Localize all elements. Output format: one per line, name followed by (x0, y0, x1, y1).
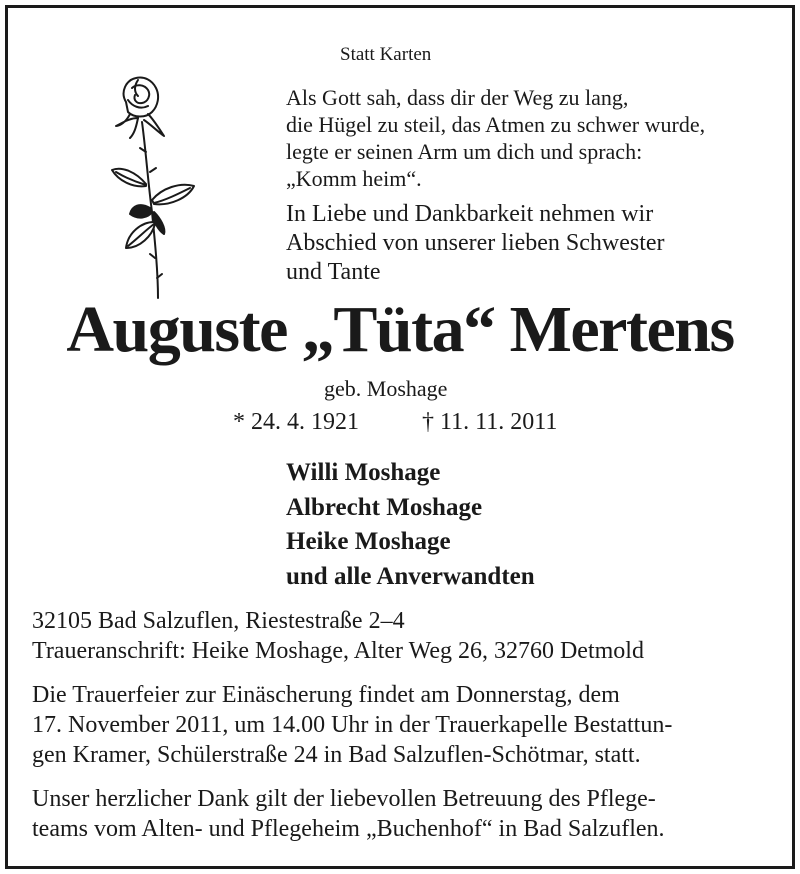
mourner-name: Heike Moshage (286, 528, 451, 555)
mourners-list (286, 456, 535, 594)
death-date: † 11. 11. 2011 (422, 409, 558, 435)
intro-line: Abschied von unserer lieben Schwester (286, 230, 665, 256)
thanks-line: teams vom Alten- und Pflegeheim „Buchenhof“ in Bad Salzuflen. (32, 816, 665, 842)
thanks-line: Unser herzlicher Dank gilt der liebevollen Betreuung des Pflege- (32, 786, 656, 812)
intro-line: und Tante (286, 259, 381, 285)
address-line: 32105 Bad Salzuflen, Riestestraße 2–4 (32, 608, 405, 634)
poem-line: Als Gott sah, dass dir der Weg zu lang, (286, 85, 629, 110)
rose-icon (108, 72, 208, 304)
birth-date: * 24. 4. 1921 (233, 409, 359, 435)
maiden-name: geb. Moshage (324, 376, 448, 401)
intro-line: In Liebe und Dankbarkeit nehmen wir (286, 201, 654, 227)
poem-line: legte er seinen Arm um dich und sprach: (286, 139, 643, 164)
header-statt-karten: Statt Karten (340, 44, 432, 65)
poem-line: „Komm heim“. (286, 166, 422, 191)
mourner-name: Willi Moshage (286, 459, 441, 486)
address-block (32, 606, 644, 666)
poem (286, 84, 705, 192)
mourner-name: Albrecht Moshage (286, 493, 483, 521)
ceremony-info (32, 680, 672, 770)
mourning-address-line: Traueranschrift: Heike Moshage, Alter Weg 26, 32760 Detmold (32, 638, 644, 664)
intro-text (286, 200, 665, 287)
ceremony-line: gen Kramer, Schülerstraße 24 in Bad Salzuflen-Schötmar, statt. (32, 742, 641, 768)
thanks-text (32, 784, 665, 844)
ceremony-line: Die Trauerfeier zur Einäscherung findet am Donnerstag, dem (32, 682, 620, 708)
ceremony-line: 17. November 2011, um 14.00 Uhr in der Trauerkapelle Bestattun- (32, 712, 673, 738)
deceased-name: Auguste „Tüta“ Mertens (66, 293, 734, 366)
poem-line: die Hügel zu steil, das Atmen zu schwer wurde, (286, 112, 706, 137)
mourner-name: und alle Anverwandten (286, 562, 535, 590)
